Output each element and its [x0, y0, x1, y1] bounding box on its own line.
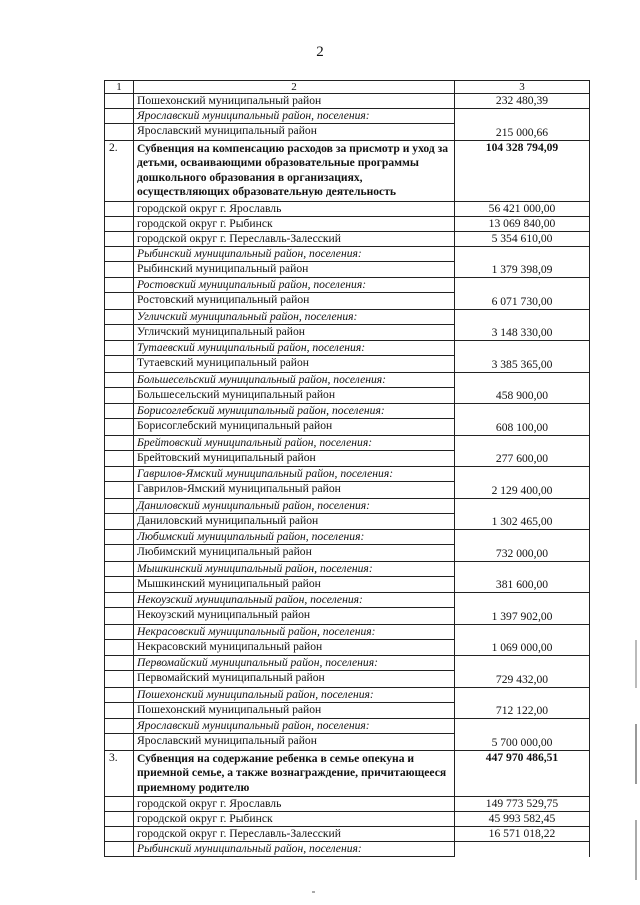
header-col-2: 2	[134, 81, 455, 94]
row-number	[105, 719, 134, 734]
row-number	[105, 216, 134, 231]
row-number	[105, 608, 134, 625]
amount-cell	[455, 467, 590, 482]
district-subheader: Некрасовский муниципальный район, поселения:	[134, 624, 455, 639]
subheader-row	[105, 624, 590, 639]
row-number	[105, 561, 134, 576]
amount-cell: 608 100,00	[455, 419, 590, 436]
recipient-name: Рыбинский муниципальный район	[134, 261, 455, 278]
amount-cell	[455, 109, 590, 124]
subheader-row	[105, 109, 590, 124]
page-number: 2	[316, 44, 324, 60]
district-subheader: Ярославский муниципальный район, поселения:	[134, 719, 455, 734]
row-number	[105, 387, 134, 404]
amount-cell: 729 432,00	[455, 671, 590, 688]
recipient-name: Пошехонский муниципальный район	[134, 702, 455, 719]
table-header-row	[105, 81, 590, 94]
row-number	[105, 671, 134, 688]
amount-cell: 215 000,66	[455, 124, 590, 141]
amount-cell: 712 122,00	[455, 702, 590, 719]
row-number	[105, 467, 134, 482]
amount-cell	[455, 404, 590, 419]
recipient-name: Большесельский муниципальный район	[134, 387, 455, 404]
row-number	[105, 435, 134, 450]
section-title: Субвенция на компенсацию расходов за присмотр и уход за детьми, осваивающими образовательные программы дошкольного образования в организациях, осуществляющих образовательную деятельность	[134, 140, 455, 201]
row-number	[105, 530, 134, 545]
amount-cell	[455, 624, 590, 639]
recipient-name: Тутаевский муниципальный район	[134, 356, 455, 373]
amount-cell	[455, 656, 590, 671]
row-number	[105, 124, 134, 141]
table-row	[105, 734, 590, 751]
row-number	[105, 812, 134, 827]
table-row	[105, 702, 590, 719]
row-number	[105, 827, 134, 842]
table-row	[105, 324, 590, 341]
recipient-name: Мышкинский муниципальный район	[134, 576, 455, 593]
subheader-row	[105, 593, 590, 608]
amount-cell: 732 000,00	[455, 545, 590, 562]
row-number	[105, 356, 134, 373]
row-number	[105, 94, 134, 109]
subheader-row	[105, 404, 590, 419]
amount-cell	[455, 593, 590, 608]
row-number	[105, 593, 134, 608]
recipient-name: Угличский муниципальный район	[134, 324, 455, 341]
subheader-row	[105, 278, 590, 293]
scan-dot	[312, 891, 315, 893]
section-row	[105, 750, 590, 797]
district-subheader: Брейтовский муниципальный район, поселения:	[134, 435, 455, 450]
district-subheader: Большесельский муниципальный район, поселения:	[134, 372, 455, 387]
row-number	[105, 576, 134, 593]
table-row	[105, 387, 590, 404]
row-number	[105, 404, 134, 419]
row-number	[105, 513, 134, 530]
section-row	[105, 140, 590, 201]
row-number	[105, 450, 134, 467]
amount-cell: 232 480,39	[455, 94, 590, 109]
amount-cell	[455, 687, 590, 702]
row-number	[105, 702, 134, 719]
recipient-name: Ростовский муниципальный район	[134, 293, 455, 310]
amount-cell: 149 773 529,75	[455, 797, 590, 812]
subheader-row	[105, 435, 590, 450]
subheader-row	[105, 842, 590, 857]
section-title: Субвенция на содержание ребенка в семье опекуна и приемной семье, а также вознаграждение, причитающееся приемному родителю	[134, 750, 455, 797]
row-number	[105, 797, 134, 812]
recipient-name: Ярославский муниципальный район	[134, 734, 455, 751]
row-number	[105, 293, 134, 310]
row-number	[105, 687, 134, 702]
table-row	[105, 293, 590, 310]
recipient-name: Брейтовский муниципальный район	[134, 450, 455, 467]
table-row	[105, 827, 590, 842]
district-subheader: Любимский муниципальный район, поселения:	[134, 530, 455, 545]
table-row	[105, 608, 590, 625]
table-row	[105, 231, 590, 246]
table-row	[105, 261, 590, 278]
row-number: 2.	[105, 140, 134, 201]
amount-cell: 56 421 000,00	[455, 201, 590, 216]
amount-cell: 447 970 486,51	[455, 750, 590, 797]
row-number	[105, 309, 134, 324]
subheader-row	[105, 561, 590, 576]
row-number	[105, 656, 134, 671]
row-number	[105, 624, 134, 639]
amount-cell: 104 328 794,09	[455, 140, 590, 201]
recipient-name: Первомайский муниципальный район	[134, 671, 455, 688]
subheader-row	[105, 246, 590, 261]
row-number	[105, 231, 134, 246]
amount-cell: 2 129 400,00	[455, 482, 590, 499]
amount-cell: 13 069 840,00	[455, 216, 590, 231]
recipient-name: Некрасовский муниципальный район	[134, 639, 455, 656]
row-number	[105, 201, 134, 216]
district-subheader: Рыбинский муниципальный район, поселения:	[134, 842, 455, 857]
recipient-name: Борисоглебский муниципальный район	[134, 419, 455, 436]
amount-cell: 6 071 730,00	[455, 293, 590, 310]
district-subheader: Мышкинский муниципальный район, поселения:	[134, 561, 455, 576]
amount-cell	[455, 341, 590, 356]
amount-cell	[455, 561, 590, 576]
table-row	[105, 812, 590, 827]
table-row	[105, 419, 590, 436]
table-row	[105, 216, 590, 231]
recipient-name: городской округ г. Переславль-Залесский	[134, 231, 455, 246]
table-row	[105, 671, 590, 688]
row-number	[105, 246, 134, 261]
district-subheader: Даниловский муниципальный район, поселения:	[134, 498, 455, 513]
amount-cell: 5 354 610,00	[455, 231, 590, 246]
table-row	[105, 482, 590, 499]
amount-cell: 3 385 365,00	[455, 356, 590, 373]
table-row	[105, 356, 590, 373]
district-subheader: Первомайский муниципальный район, поселения:	[134, 656, 455, 671]
recipient-name: Даниловский муниципальный район	[134, 513, 455, 530]
subheader-row	[105, 341, 590, 356]
row-number	[105, 324, 134, 341]
district-subheader: Рыбинский муниципальный район, поселения:	[134, 246, 455, 261]
table-row	[105, 545, 590, 562]
subvention-table	[104, 80, 590, 857]
amount-cell: 1 397 902,00	[455, 608, 590, 625]
recipient-name: Гаврилов-Ямский муниципальный район	[134, 482, 455, 499]
row-number	[105, 482, 134, 499]
table-row	[105, 576, 590, 593]
amount-cell: 1 379 398,09	[455, 261, 590, 278]
recipient-name: Пошехонский муниципальный район	[134, 94, 455, 109]
subheader-row	[105, 467, 590, 482]
district-subheader: Ярославский муниципальный район, поселения:	[134, 109, 455, 124]
table-row	[105, 201, 590, 216]
amount-cell	[455, 246, 590, 261]
recipient-name: городской округ г. Ярославль	[134, 201, 455, 216]
amount-cell: 45 993 582,45	[455, 812, 590, 827]
row-number	[105, 372, 134, 387]
subheader-row	[105, 309, 590, 324]
amount-cell: 458 900,00	[455, 387, 590, 404]
amount-cell	[455, 719, 590, 734]
amount-cell: 3 148 330,00	[455, 324, 590, 341]
district-subheader: Гаврилов-Ямский муниципальный район, поселения:	[134, 467, 455, 482]
row-number	[105, 261, 134, 278]
recipient-name: городской округ г. Рыбинск	[134, 812, 455, 827]
amount-cell: 5 700 000,00	[455, 734, 590, 751]
table-row	[105, 124, 590, 141]
amount-cell: 1 302 465,00	[455, 513, 590, 530]
amount-cell: 16 571 018,22	[455, 827, 590, 842]
row-number	[105, 734, 134, 751]
scan-edge-mark	[635, 640, 637, 880]
table-row	[105, 797, 590, 812]
row-number	[105, 545, 134, 562]
recipient-name: городской округ г. Переславль-Залесский	[134, 827, 455, 842]
row-number	[105, 278, 134, 293]
amount-cell: 1 069 000,00	[455, 639, 590, 656]
amount-cell	[455, 278, 590, 293]
row-number: 3.	[105, 750, 134, 797]
header-col-3: 3	[455, 81, 590, 94]
amount-cell	[455, 530, 590, 545]
recipient-name: городской округ г. Ярославль	[134, 797, 455, 812]
amount-cell	[455, 842, 590, 857]
district-subheader: Угличский муниципальный район, поселения:	[134, 309, 455, 324]
subheader-row	[105, 656, 590, 671]
amount-cell: 277 600,00	[455, 450, 590, 467]
row-number	[105, 842, 134, 857]
amount-cell	[455, 372, 590, 387]
row-number	[105, 109, 134, 124]
table-row	[105, 94, 590, 109]
district-subheader: Тутаевский муниципальный район, поселения:	[134, 341, 455, 356]
row-number	[105, 419, 134, 436]
header-col-1: 1	[105, 81, 134, 94]
amount-cell	[455, 309, 590, 324]
row-number	[105, 341, 134, 356]
recipient-name: Некоузский муниципальный район	[134, 608, 455, 625]
amount-cell: 381 600,00	[455, 576, 590, 593]
amount-cell	[455, 435, 590, 450]
district-subheader: Некоузский муниципальный район, поселения:	[134, 593, 455, 608]
table-row	[105, 450, 590, 467]
row-number	[105, 639, 134, 656]
row-number	[105, 498, 134, 513]
district-subheader: Ростовский муниципальный район, поселения:	[134, 278, 455, 293]
table-row	[105, 513, 590, 530]
subheader-row	[105, 498, 590, 513]
recipient-name: Ярославский муниципальный район	[134, 124, 455, 141]
recipient-name: Любимский муниципальный район	[134, 545, 455, 562]
subheader-row	[105, 372, 590, 387]
subheader-row	[105, 530, 590, 545]
district-subheader: Борисоглебский муниципальный район, поселения:	[134, 404, 455, 419]
subheader-row	[105, 687, 590, 702]
district-subheader: Пошехонский муниципальный район, поселения:	[134, 687, 455, 702]
recipient-name: городской округ г. Рыбинск	[134, 216, 455, 231]
table-row	[105, 639, 590, 656]
subheader-row	[105, 719, 590, 734]
amount-cell	[455, 498, 590, 513]
